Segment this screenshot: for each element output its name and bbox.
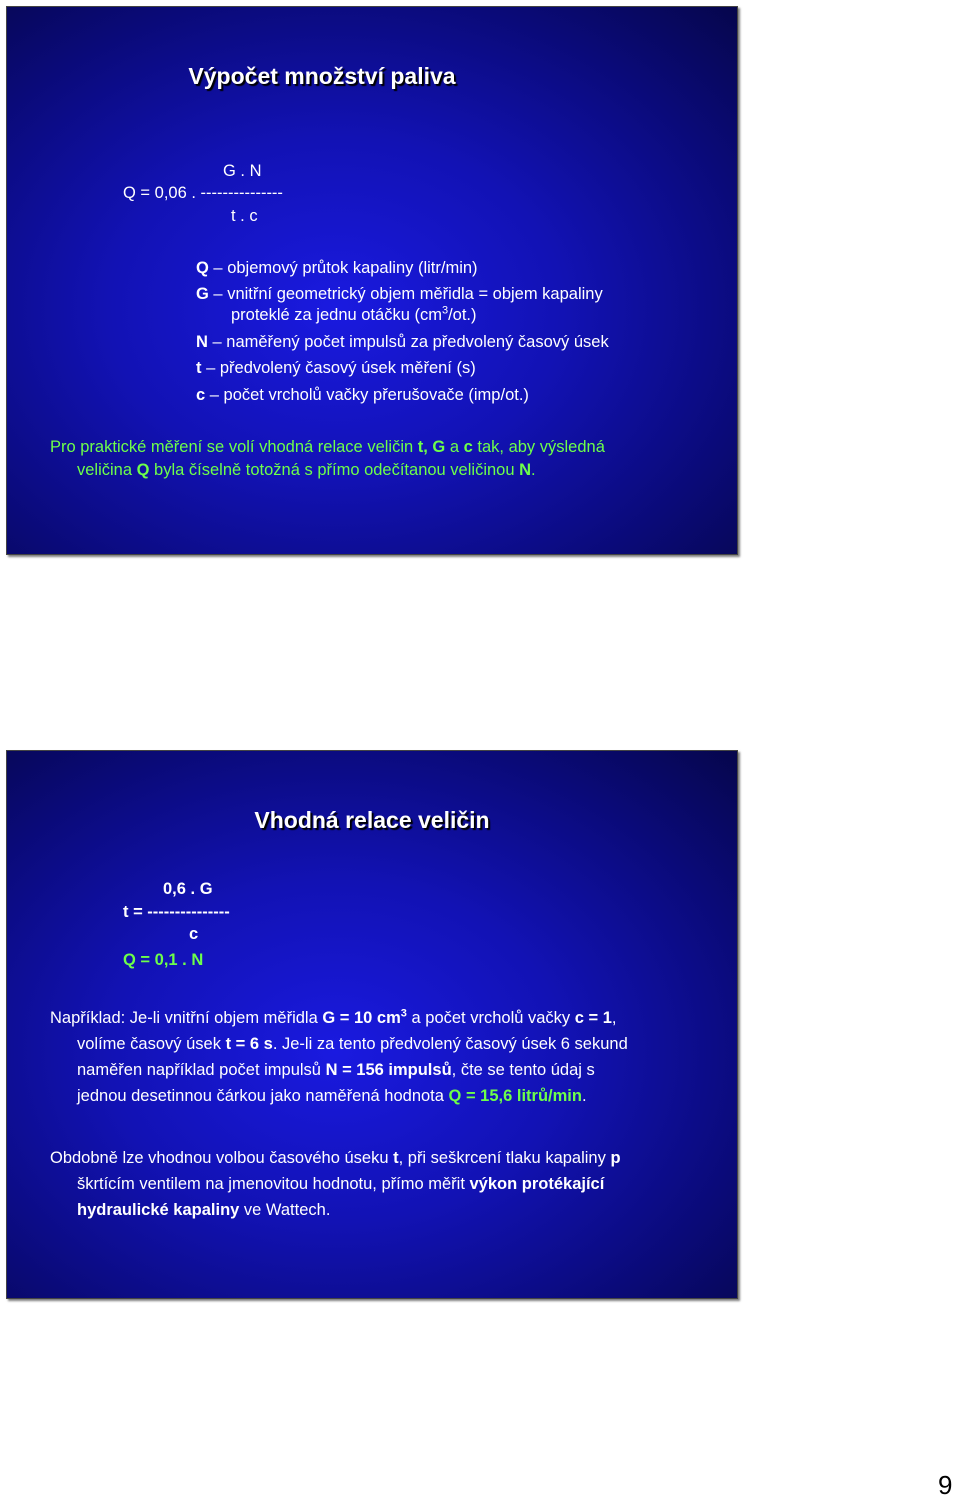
similar-text: škrtícím ventilem na jmenovitou hodnotu, přímo měřit xyxy=(77,1175,470,1193)
definition-c xyxy=(196,385,529,405)
formula-denominator: t . c xyxy=(231,207,258,225)
slide-suitable-relation xyxy=(6,750,738,1299)
note-text: . xyxy=(531,461,536,479)
definition-g-continued xyxy=(231,305,477,325)
page-number: 9 xyxy=(938,1470,953,1500)
definition-text: /ot.) xyxy=(448,306,477,324)
example-text: a počet vrcholů vačky xyxy=(406,1009,575,1027)
example-line-4 xyxy=(77,1086,587,1106)
formula-numerator: 0,6 . G xyxy=(163,880,213,898)
similar-line-1 xyxy=(50,1148,621,1168)
example-line-3 xyxy=(77,1060,595,1080)
note-bold: c xyxy=(463,438,473,456)
note-text: a xyxy=(445,438,464,456)
example-text: volíme časový úsek xyxy=(77,1035,226,1053)
formula-lhs: Q = 0,06 . --------------- xyxy=(123,184,283,202)
note-text: Pro praktické měření se volí vhodná relace veličin xyxy=(50,438,418,456)
definition-t xyxy=(196,358,476,378)
similar-text: , při seškrcení tlaku kapaliny xyxy=(398,1149,611,1167)
formula-numerator: G . N xyxy=(223,162,262,180)
formula-denominator: c xyxy=(189,925,199,943)
example-text: Například: Je-li vnitřní objem měřidla xyxy=(50,1009,323,1027)
note-text: byla číselně totožná s přímo odečítanou veličinou xyxy=(149,461,520,479)
example-result: Q = 15,6 litrů/min xyxy=(448,1087,582,1105)
definition-n xyxy=(196,332,609,352)
slide-fuel-calculation xyxy=(6,6,738,555)
example-text: , čte se tento údaj s xyxy=(451,1061,595,1079)
slide-title: Vhodná relace veličin xyxy=(254,807,490,833)
note-line-2 xyxy=(77,460,536,480)
formula-lhs: t = --------------- xyxy=(123,903,230,921)
example-text: . Je-li za tento předvolený časový úsek 6 sekund xyxy=(272,1035,628,1053)
symbol: t xyxy=(196,359,202,377)
definition-text: – naměřený počet impulsů za předvolený časový úsek xyxy=(207,333,609,351)
example-line-2 xyxy=(77,1034,628,1054)
definition-text: – vnitřní geometrický objem měřidla = objem kapaliny xyxy=(208,285,603,303)
note-bold: t, G xyxy=(417,438,446,456)
symbol: c xyxy=(196,386,206,404)
similar-line-2 xyxy=(77,1174,604,1194)
symbol: N xyxy=(196,333,208,351)
example-bold: N = 156 impulsů xyxy=(325,1061,452,1079)
example-bold: c = 1 xyxy=(574,1009,612,1027)
example-text: jednou desetinnou čárkou jako naměřená hodnota xyxy=(77,1087,449,1105)
definition-g xyxy=(196,284,603,304)
example-text: . xyxy=(581,1087,587,1105)
note-text: tak, aby výsledná xyxy=(472,438,605,456)
definition-text: – počet vrcholů vačky přerušovače (imp/ot.) xyxy=(205,386,529,404)
symbol: G xyxy=(196,285,209,303)
note-bold: Q xyxy=(136,461,150,479)
similar-line-3 xyxy=(77,1200,330,1220)
similar-text: ve Wattech. xyxy=(239,1201,331,1219)
similar-bold: p xyxy=(610,1149,621,1167)
example-bold: G = 10 cm xyxy=(322,1009,401,1027)
example-bold: t = 6 s xyxy=(225,1035,273,1053)
superscript: 3 xyxy=(441,304,449,317)
symbol: Q xyxy=(196,259,209,277)
note-text: veličina xyxy=(77,461,137,479)
superscript: 3 xyxy=(400,1007,407,1020)
example-text: , xyxy=(611,1009,617,1027)
similar-bold: hydraulické kapaliny xyxy=(77,1201,240,1219)
note-line-1 xyxy=(50,437,605,457)
definition-text: – objemový průtok kapaliny (litr/min) xyxy=(208,259,478,277)
similar-bold: t xyxy=(393,1149,399,1167)
definition-text: – předvolený časový úsek měření (s) xyxy=(201,359,476,377)
formula-q: Q = 0,1 . N xyxy=(123,951,204,969)
definition-text: proteklé za jednu otáčku (cm xyxy=(231,306,442,324)
similar-text: Obdobně lze vhodnou volbou časového úseku xyxy=(50,1149,394,1167)
note-bold: N xyxy=(519,461,532,479)
similar-bold: výkon protékající xyxy=(469,1175,605,1193)
definition-q xyxy=(196,258,478,278)
example-text: naměřen například počet impulsů xyxy=(77,1061,326,1079)
slide-title: Výpočet množství paliva xyxy=(188,63,456,89)
example-line-1 xyxy=(50,1008,617,1028)
